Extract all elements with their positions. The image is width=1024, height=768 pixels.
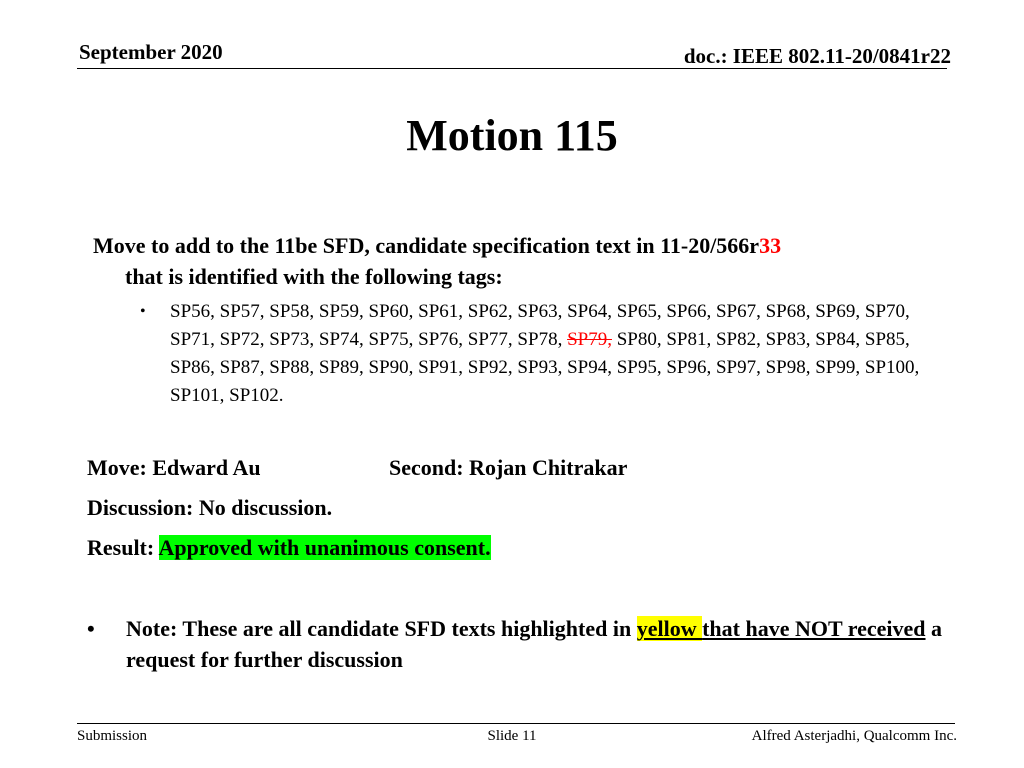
header-doc-id: doc.: IEEE 802.11-20/0841r22: [683, 44, 951, 68]
footer-author: Alfred Asterjadhi, Qualcomm Inc.: [751, 728, 957, 744]
note-bullet: •: [87, 616, 95, 641]
footer-divider: [77, 723, 955, 724]
header-divider: [77, 68, 947, 69]
mover: Move: Edward Au: [87, 455, 261, 480]
motion-line1: Move to add to the 11be SFD, candidate specification text in 11-20/566r: [93, 233, 760, 258]
motion-text: [93, 230, 953, 292]
tag-struck: SP79,: [567, 329, 612, 350]
note: [87, 613, 947, 675]
note-prefix: Note: These are all candidate SFD texts highlighted in: [126, 616, 637, 641]
result-label: Result:: [87, 535, 159, 560]
slide-title: Motion 115: [406, 111, 618, 160]
motion-line2: that is identified with the following tags:: [125, 264, 503, 289]
tag-list: [140, 298, 955, 410]
seconder: Second: Rojan Chitrakar: [389, 455, 628, 480]
tag-list-text: [140, 298, 955, 410]
footer-submission: Submission: [77, 728, 148, 744]
note-yellow-word: yellow: [636, 616, 703, 641]
tag-bullet: •: [140, 303, 146, 320]
footer-slide-number: Slide 11: [487, 728, 537, 744]
tags-after: SP80, SP81, SP82, SP83, SP84, SP85, SP86, SP87, SP88, SP89, SP90, SP91, SP92, SP93, SP94, SP95, SP96, SP97, SP98, SP99, SP100, SP101, SP102.: [170, 329, 920, 406]
discussion: Discussion: No discussion.: [87, 495, 333, 520]
result-value: Approved with unanimous consent.: [158, 535, 491, 560]
tags-before: SP56, SP57, SP58, SP59, SP60, SP61, SP62, SP63, SP64, SP65, SP66, SP67, SP68, SP69, SP70, SP71, SP72, SP73, SP74, SP75, SP76, SP77, SP78,: [170, 301, 910, 350]
result: [87, 535, 491, 561]
note-underlined: that have NOT received: [702, 616, 926, 641]
motion-revision: 33: [759, 233, 782, 258]
header-date: September 2020: [79, 40, 223, 64]
note-suffix: a request for further discussion: [126, 616, 943, 672]
note-text: [87, 613, 947, 675]
